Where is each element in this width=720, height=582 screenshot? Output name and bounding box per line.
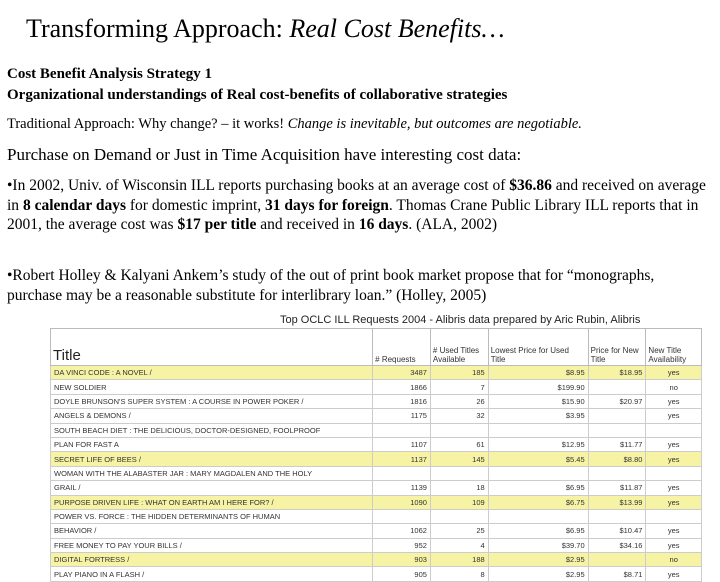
- table-caption: Top OCLC ILL Requests 2004 - Alibris data prepared by Aric Rubin, Alibris: [280, 314, 641, 326]
- cell-requests: 952: [373, 538, 431, 552]
- cell-requests: 1062: [373, 524, 431, 538]
- cell-requests: 1816: [373, 394, 431, 408]
- cell-title: SECRET LIFE OF BEES /: [51, 452, 373, 466]
- cell-low: $2.95: [488, 553, 588, 567]
- cell-used: [430, 509, 488, 523]
- cell-low: $6.75: [488, 495, 588, 509]
- cell-used: 61: [430, 437, 488, 451]
- col-lowest-price: Lowest Price for Used Title: [488, 329, 588, 366]
- cell-low: [488, 423, 588, 437]
- cell-title: NEW SOLDIER: [51, 380, 373, 394]
- cell-used: 26: [430, 394, 488, 408]
- bullet-wisconsin: •In 2002, Univ. of Wisconsin ILL reports purchasing books at an average cost of $36.86 and received on average in 8 calendar days for domestic imprint, 31 days for foreign. Thomas Crane Public Library ILL reports that in 2001, the average cost was $17 per title and received in 16 days. (ALA, 2002): [7, 177, 706, 233]
- cell-requests: [373, 509, 431, 523]
- cell-requests: 1137: [373, 452, 431, 466]
- cell-low: $8.95: [488, 366, 588, 380]
- table-row: [51, 567, 702, 581]
- cell-low: $12.95: [488, 437, 588, 451]
- cell-requests: 903: [373, 553, 431, 567]
- slide-title-italic: Real Cost Benefits…: [289, 14, 505, 43]
- ill-requests-table: [50, 328, 702, 582]
- cell-new: $11.77: [588, 437, 646, 451]
- cell-title: PLAY PIANO IN A FLASH /: [51, 567, 373, 581]
- col-title: Title: [51, 329, 373, 366]
- cell-low: [488, 509, 588, 523]
- table-row: [51, 452, 702, 466]
- cell-used: 7: [430, 380, 488, 394]
- cell-avail: yes: [646, 495, 702, 509]
- table-row: [51, 437, 702, 451]
- cell-requests: 1866: [373, 380, 431, 394]
- cell-used: 8: [430, 567, 488, 581]
- strategy-heading: [7, 64, 507, 106]
- col-requests: # Requests: [373, 329, 431, 366]
- cell-title: PLAN FOR FAST A: [51, 437, 373, 451]
- table-row: [51, 509, 702, 523]
- cell-new: $10.47: [588, 524, 646, 538]
- cell-requests: 1090: [373, 495, 431, 509]
- traditional-approach: Traditional Approach: Why change? – it works! Change is inevitable, but outcomes are negotiable.: [7, 116, 582, 132]
- cell-avail: [646, 423, 702, 437]
- cell-avail: yes: [646, 366, 702, 380]
- col-availability: New Title Availability: [646, 329, 702, 366]
- cell-new: $34.16: [588, 538, 646, 552]
- table-row: [51, 423, 702, 437]
- cell-title: DIGITAL FORTRESS /: [51, 553, 373, 567]
- col-used: # Used Titles Available: [430, 329, 488, 366]
- cell-used: 25: [430, 524, 488, 538]
- cell-new: $11.87: [588, 481, 646, 495]
- cell-title: BEHAVIOR /: [51, 524, 373, 538]
- cell-new: [588, 553, 646, 567]
- cell-title: FREE MONEY TO PAY YOUR BILLS /: [51, 538, 373, 552]
- cell-title: GRAIL /: [51, 481, 373, 495]
- cell-title: POWER VS. FORCE : THE HIDDEN DETERMINANTS OF HUMAN: [51, 509, 373, 523]
- cell-requests: 1139: [373, 481, 431, 495]
- table-row: [51, 524, 702, 538]
- traditional-italic: Change is inevitable, but outcomes are negotiable.: [287, 116, 582, 132]
- cell-requests: 905: [373, 567, 431, 581]
- cell-low: $2.95: [488, 567, 588, 581]
- col-new-price: Price for New Title: [588, 329, 646, 366]
- cell-low: [488, 466, 588, 480]
- cell-used: 188: [430, 553, 488, 567]
- cell-low: $199.90: [488, 380, 588, 394]
- cell-title: SOUTH BEACH DIET : THE DELICIOUS, DOCTOR-DESIGNED, FOOLPROOF: [51, 423, 373, 437]
- cell-low: $3.95: [488, 409, 588, 423]
- cell-new: $20.97: [588, 394, 646, 408]
- cell-low: $6.95: [488, 481, 588, 495]
- cell-used: [430, 466, 488, 480]
- cell-avail: yes: [646, 567, 702, 581]
- cell-title: DOYLE BRUNSON'S SUPER SYSTEM : A COURSE IN POWER POKER /: [51, 394, 373, 408]
- cell-avail: no: [646, 380, 702, 394]
- cell-avail: [646, 466, 702, 480]
- cell-requests: [373, 466, 431, 480]
- cell-used: 145: [430, 452, 488, 466]
- cell-title: PURPOSE DRIVEN LIFE : WHAT ON EARTH AM I HERE FOR? /: [51, 495, 373, 509]
- table-row: [51, 495, 702, 509]
- cell-avail: yes: [646, 481, 702, 495]
- table-row: [51, 380, 702, 394]
- cell-avail: yes: [646, 394, 702, 408]
- table-row: [51, 538, 702, 552]
- ill-requests-table-image: [50, 312, 702, 579]
- cell-avail: no: [646, 553, 702, 567]
- cell-new: $8.71: [588, 567, 646, 581]
- cell-avail: yes: [646, 437, 702, 451]
- cell-avail: yes: [646, 409, 702, 423]
- table-row: [51, 409, 702, 423]
- cell-requests: 3487: [373, 366, 431, 380]
- cell-new: [588, 409, 646, 423]
- cell-new: $18.95: [588, 366, 646, 380]
- bullet-holley: •Robert Holley & Kalyani Ankem’s study of the out of print book market propose that for “monographs, purchase may be a reasonable substitute for interlibrary loan.” (Holley, 2005): [7, 267, 655, 304]
- cell-used: 32: [430, 409, 488, 423]
- cell-low: $15.90: [488, 394, 588, 408]
- cell-used: 18: [430, 481, 488, 495]
- cell-new: $13.99: [588, 495, 646, 509]
- cell-used: 185: [430, 366, 488, 380]
- table-row: [51, 466, 702, 480]
- cell-avail: yes: [646, 538, 702, 552]
- table-row: [51, 481, 702, 495]
- cell-used: 4: [430, 538, 488, 552]
- table-row: [51, 553, 702, 567]
- cell-low: $39.70: [488, 538, 588, 552]
- table-row: [51, 366, 702, 380]
- cell-low: $6.95: [488, 524, 588, 538]
- purchase-line: Purchase on Demand or Just in Time Acquisition have interesting cost data:: [7, 145, 522, 164]
- cell-requests: [373, 423, 431, 437]
- cell-low: $5.45: [488, 452, 588, 466]
- cell-new: [588, 509, 646, 523]
- strategy-heading-line1: Cost Benefit Analysis Strategy 1: [7, 66, 212, 82]
- cell-avail: yes: [646, 524, 702, 538]
- cell-avail: yes: [646, 452, 702, 466]
- cell-used: [430, 423, 488, 437]
- cell-requests: 1175: [373, 409, 431, 423]
- cell-new: [588, 423, 646, 437]
- table-header-row: [51, 329, 702, 366]
- cell-new: [588, 466, 646, 480]
- cell-avail: [646, 509, 702, 523]
- cell-title: ANGELS & DEMONS /: [51, 409, 373, 423]
- cell-title: WOMAN WITH THE ALABASTER JAR : MARY MAGDALEN AND THE HOLY: [51, 466, 373, 480]
- cell-used: 109: [430, 495, 488, 509]
- slide-title: Transforming Approach: Real Cost Benefits…: [26, 14, 505, 43]
- table-row: [51, 394, 702, 408]
- cell-new: [588, 380, 646, 394]
- strategy-heading-line2: Organizational understandings of Real cost-benefits of collaborative strategies: [7, 87, 508, 103]
- cell-new: $8.80: [588, 452, 646, 466]
- cell-requests: 1107: [373, 437, 431, 451]
- cell-title: DA VINCI CODE : A NOVEL /: [51, 366, 373, 380]
